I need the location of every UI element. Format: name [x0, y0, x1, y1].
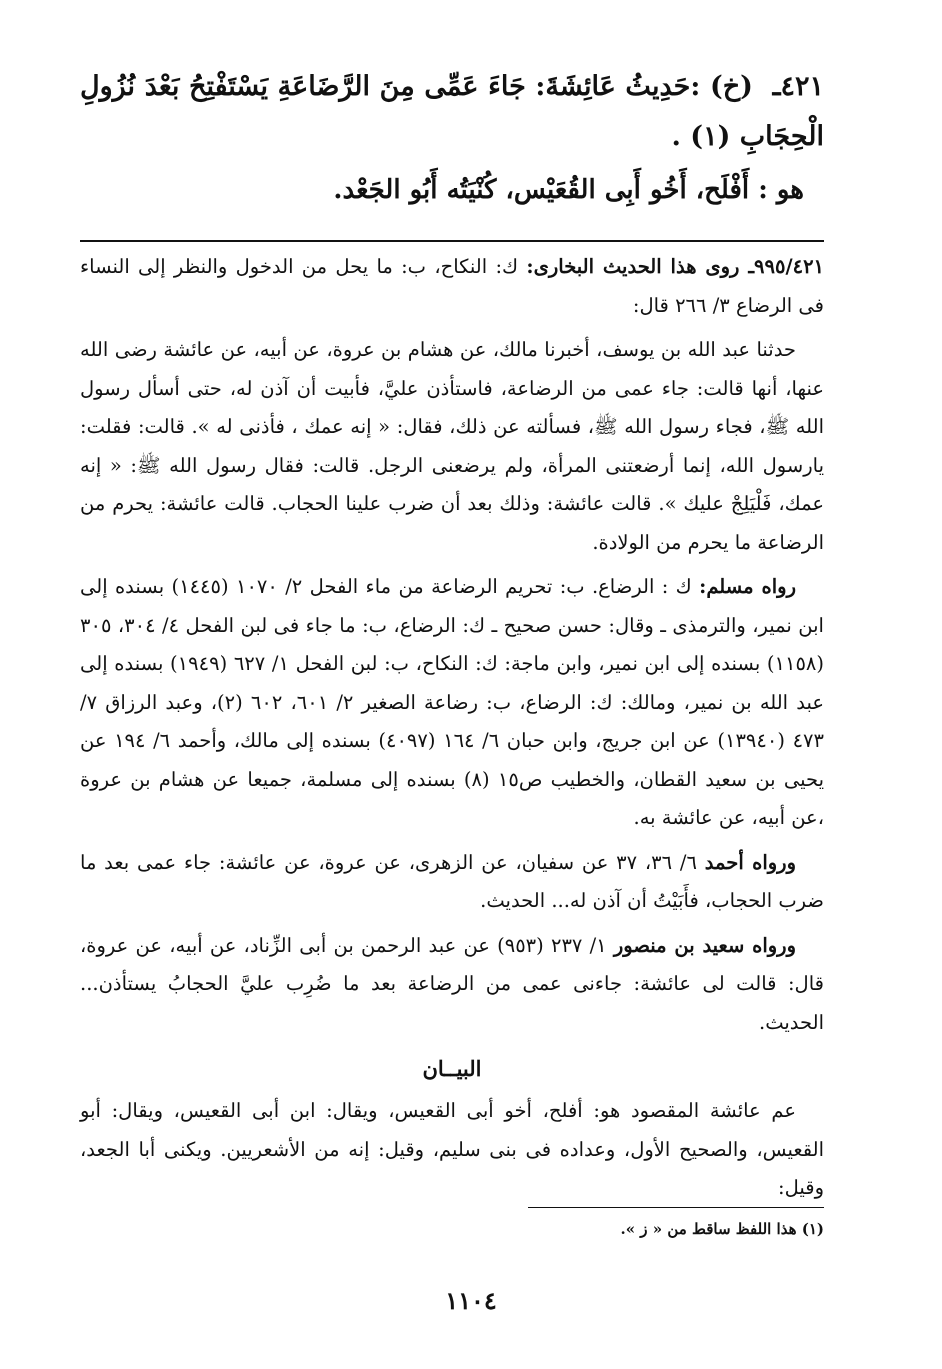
- commentary-intro: [80, 248, 824, 325]
- footnote-divider: [528, 1207, 824, 1208]
- intro-text: ك: النكاح، ب: ما يحل من الدخول والنظر إلى النساء فى الرضاع ٣/ ٢٦٦ قال:: [80, 255, 824, 317]
- intro-reference: ٩٩٥/٤٢١ـ روى هذا الحديث البخارى:: [526, 255, 825, 278]
- bayan-text: عم عائشة المقصود هو: أفلح، أخو أبى القعيس، ويقال: ابن أبى القعيس، ويقال: أبو القعيس، والصحيح الأول، وعداده فى بنى سليم، وقيل: إنه من الأشعريين. ويكنى أبا الجعد، وقيل:: [80, 1099, 824, 1199]
- commentary-body: [80, 248, 824, 1208]
- saeed-text: ١/ ٢٣٧ (٩٥٣) عن عبد الرحمن بن أبى الزِّناد، عن أبيه، عن عروة، قال: قالت لى عائشة: جاءنى عمى من الرضاعة بعد ما ضُرِب عليَّ الحجابُ يستأذن... الحديث.: [80, 933, 824, 1034]
- hadith-explanation: هو : أَفْلَح، أَخُو أَبِى القُعَيْس، كُنْيَتُه أَبُو الجَعْد.: [333, 175, 804, 205]
- saeed-paragraph: [80, 927, 824, 1043]
- page-number: ١١٠٤: [445, 1286, 497, 1315]
- hadith-source-mark: (خ): [709, 71, 753, 102]
- bayan-title: البيــان: [422, 1056, 482, 1081]
- section-divider: [80, 240, 824, 242]
- bukhari-text: حدثنا عبد الله بن يوسف، أخبرنا مالك، عن هشام بن عروة، عن أبيه، عن عائشة رضى الله عنها، أنها قالت: جاء عمى من الرضاعة، فاستأذن عليَّ، فأبيت أن آذن له، حتى أسأل رسول الله ﷺ، فجاء رسول الله ﷺ، فسألته عن ذلك، فقال: « إنه عمك ، فأذنى له ». قالت: فقلت: يارسول الله، إنما أرضعتنى المرأة، ولم يرضعنى الرجل. قالت: فقال رسول الله ﷺ: « إنه عمك، فَلْيَلِجْ عليك ». قالت عائشة: وذلك بعد أن ضرب علينا الحجاب. قالت عائشة: يحرم من الرضاعة ما يحرم من الولادة.: [80, 338, 824, 554]
- ahmad-paragraph: [80, 844, 824, 921]
- muslim-text: ك : الرضاع. ب: تحريم الرضاعة من ماء الفحل ٢/ ١٠٧٠ (١٤٤٥) بسنده إلى ابن نمير، والترمذى ـ وقال: حسن صحيح ـ ك: الرضاع، ب: ما جاء فى لبن الفحل ٤/ ٣٠٤، ٣٠٥ (١١٥٨) بسنده إلى ابن نمير، وابن ماجة: ك: النكاح، ب: لبن الفحل ١/ ٦٢٧ (١٩٤٩) بسنده إلى عبد الله بن نمير، ومالك: ك: الرضاع، ب: رضاعة الصغير ٢/ ٦٠١، ٦٠٢ (٢)، وعبد الرزاق ٧/ ٤٧٣ (١٣٩٤٠) عن ابن جريج، وابن حبان ٦/ ١٦٤ (٤٠٩٧) بسنده إلى مالك، وأحمد ٦/ ١٩٤ عن يحيى بن سعيد القطان، والخطيب ص١٥ (٨) بسنده إلى مسلمة، جميعا عن هشام بن عروة ،عن أبيه، عن عائشة به.: [80, 575, 825, 829]
- ahmad-text: ٦/ ٣٦، ٣٧ عن سفيان، عن الزهرى، عن عروة، عن عائشة: جاء عمى بعد ما ضرب الحجاب، فأَبَيْتُ أن آذن له... الحديث.: [80, 850, 824, 912]
- saeed-lead: ورواه سعيد بن منصور: [613, 933, 796, 957]
- hadith-number: ٤٢١ـ: [772, 71, 824, 102]
- muslim-paragraph: [80, 568, 824, 838]
- footnote: (١) هذا اللفظ ساقط من « ز ».: [620, 1220, 824, 1238]
- hadith-heading: [80, 62, 824, 162]
- hadith-text: :حَدِيثُ عَائِشَةَ: جَاءَ عَمِّى مِنَ الرَّضَاعَةِ يَسْتَفْتِحُ بَعْدَ نُزُولِ الْحِجَابِ (١) .: [80, 71, 824, 152]
- muslim-lead: رواه مسلم:: [699, 575, 797, 598]
- ahmad-lead: ورواه أحمد: [704, 850, 796, 874]
